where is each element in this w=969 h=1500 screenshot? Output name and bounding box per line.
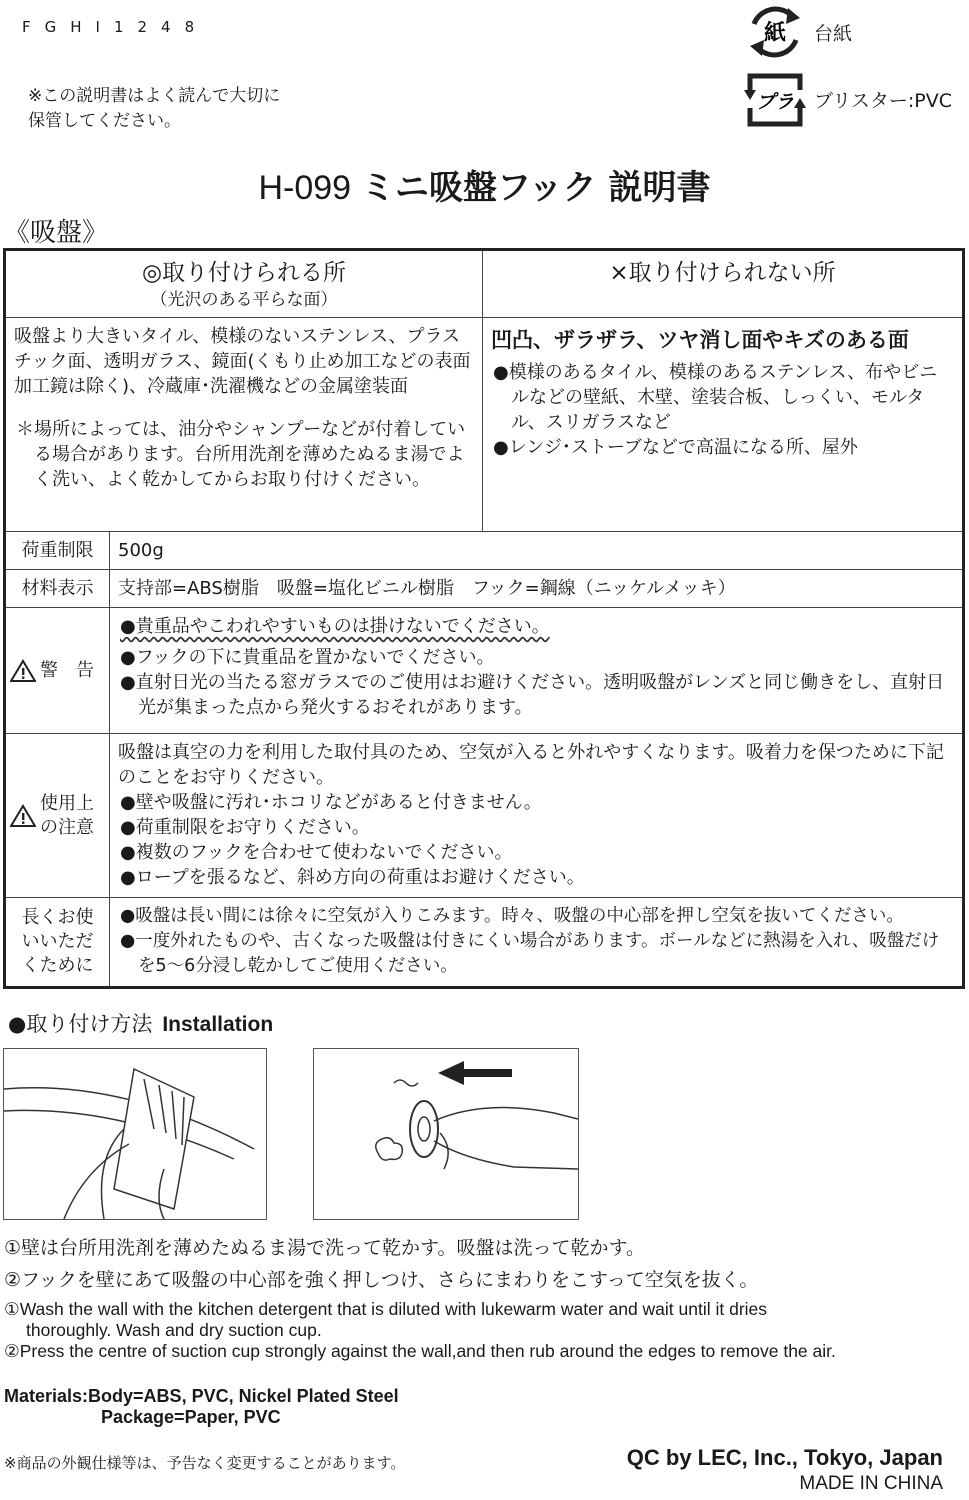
step-jp: ①壁は台所用洗剤を薄めたぬるま湯で洗って乾かす。吸盤は洗って乾かす。 xyxy=(4,1237,645,1259)
step-en-2: ②Press the centre of suction cup strongly against the wall,and then rub around the edges to remove the air. xyxy=(4,1341,836,1361)
plastic-recycle-icon xyxy=(744,68,806,130)
ok-surfaces-body xyxy=(5,318,483,532)
press-suction-cup-illustration xyxy=(313,1048,579,1220)
installation-heading-jp: ●取り付け方法 xyxy=(8,1012,153,1036)
page-title xyxy=(0,160,969,209)
long-use-item: ●吸盤は長い間には徐々に空気が入りこみます。時々、吸盤の中心部を押し空気を抜いてください。 xyxy=(120,906,904,926)
caution-body xyxy=(110,734,964,898)
model-number: H-099 xyxy=(258,169,352,207)
caution-label-cell xyxy=(5,734,110,898)
step-en-1b: thoroughly. Wash and dry suction cup. xyxy=(26,1320,322,1340)
ng-surfaces-body xyxy=(483,318,964,532)
step-en-1a: ①Wash the wall with the kitchen detergent that is diluted with lukewarm water and wait until it dries xyxy=(4,1299,768,1319)
caution-item: ●複数のフックを合わせて使わないでください。 xyxy=(120,842,513,863)
ok-surfaces-header xyxy=(5,250,483,318)
installation-heading xyxy=(8,1008,273,1038)
long-use-body xyxy=(110,898,964,988)
ng-item: ●レンジ･ストーブなどで高温になる所、屋外 xyxy=(493,437,858,458)
ok-subheader-text: （光沢のある平らな面） xyxy=(150,290,338,310)
long-use-item: ●一度外れたものや、古くなった吸盤は付きにくい場合があります。ボールなどに熱湯を入れ、吸盤だけを5～6分浸し乾かしてご使用ください。 xyxy=(120,931,940,976)
materials-line2: Package=Paper, PVC xyxy=(101,1407,281,1427)
warning-body xyxy=(110,608,964,734)
caution-intro: 吸盤は真空の力を利用した取付具のため、空気が入ると外れやすくなります。吸着力を保つために下記のことをお守りください。 xyxy=(118,742,944,788)
country-of-origin: MADE IN CHINA xyxy=(799,1473,943,1494)
ok-header-text: ◎取り付けられる所 xyxy=(141,260,347,286)
product-code: FGHI1248 xyxy=(22,18,209,36)
warning-icon xyxy=(10,659,36,683)
caution-item: ●ロープを張るなど、斜め方向の荷重はお避けください。 xyxy=(120,867,585,888)
materials-en xyxy=(4,1386,399,1428)
spec-change-disclaimer: ※商品の外観仕様等は、予告なく変更することがあります。 xyxy=(4,1454,406,1472)
warning-item: ●直射日光の当たる窓ガラスでのご使用はお避けください。透明吸盤がレンズと同じ働きをし、直射日光が集まった点から発火するおそれがあります。 xyxy=(120,672,945,718)
warning-item: ●貴重品やこわれやすいものは掛けないでください。 xyxy=(120,616,550,637)
ng-item: ●模様のあるタイル、模様のあるステンレス、布やビニルなどの壁紙、木壁、塗装合板、しっくい、モルタル、スリガラスなど xyxy=(493,362,938,433)
ok-surfaces-note: ＊場所によっては、油分やシャンプーなどが付着している場合があります。台所用洗剤を薄めたぬるま湯でよく洗い、よく乾かしてからお取り付けください。 xyxy=(16,419,466,490)
caution-label: 使用上の注意 xyxy=(40,792,94,838)
warning-label-cell xyxy=(5,608,110,734)
paper-mark-text: 紙 xyxy=(763,21,787,46)
plastic-recycle-label: ブリスター:PVC xyxy=(814,89,952,112)
paper-recycle-icon xyxy=(744,4,806,60)
ng-surfaces-header xyxy=(483,250,964,318)
material-label: 材料表示 xyxy=(5,570,110,608)
suction-section-label: 《吸盤》 xyxy=(4,218,109,248)
company-name: QC by LEC, Inc., Tokyo, Japan xyxy=(626,1445,943,1470)
caution-icon xyxy=(10,804,36,828)
usage-table xyxy=(3,248,965,989)
long-use-label: 長くお使いいただくために xyxy=(5,898,110,988)
load-limit-label: 荷重制限 xyxy=(5,532,110,570)
installation-steps-jp xyxy=(4,1232,758,1296)
installation-heading-en: Installation xyxy=(162,1013,274,1036)
product-name: ミニ吸盤フック 説明書 xyxy=(361,168,711,208)
ng-surfaces-headline: 凹凸、ザラザラ、ツヤ消し面やキズのある面 xyxy=(491,328,909,352)
warning-item: ●フックの下に貴重品を置かないでください。 xyxy=(120,647,495,668)
caution-item: ●荷重制限をお守りください。 xyxy=(120,817,370,838)
ok-surfaces-text: 吸盤より大きいタイル、模様のないステンレス、プラスチック面、透明ガラス、鏡面(くもり止め加工などの表面加工鏡は除く)、冷蔵庫･洗濯機などの金属塗装面 xyxy=(14,326,471,397)
materials-label: Materials: xyxy=(4,1386,89,1406)
plastic-mark-text: プラ xyxy=(755,91,795,113)
wash-wall-illustration xyxy=(3,1048,267,1220)
paper-recycle-mark xyxy=(744,4,852,60)
keep-manual-note: ※この説明書はよく読んで大切に 保管してください。 xyxy=(28,86,281,131)
caution-item: ●壁や吸盤に汚れ･ホコリなどがあると付きません。 xyxy=(120,792,542,813)
load-limit-value: 500g xyxy=(110,532,964,570)
plastic-recycle-mark xyxy=(744,68,952,130)
materials-line1: Body=ABS, PVC, Nickel Plated Steel xyxy=(88,1386,399,1406)
ng-header-text: ×取り付けられない所 xyxy=(609,260,836,286)
installation-steps-en xyxy=(4,1299,964,1362)
material-value: 支持部=ABS樹脂 吸盤=塩化ビニル樹脂 フック=鋼線（ニッケルメッキ） xyxy=(110,570,964,608)
warning-label: 警 告 xyxy=(40,660,94,681)
step-jp: ②フックを壁にあて吸盤の中心部を強く押しつけ、さらにまわりをこすって空気を抜く。 xyxy=(4,1269,759,1291)
paper-recycle-label: 台紙 xyxy=(814,22,853,45)
company-info xyxy=(627,1444,943,1496)
